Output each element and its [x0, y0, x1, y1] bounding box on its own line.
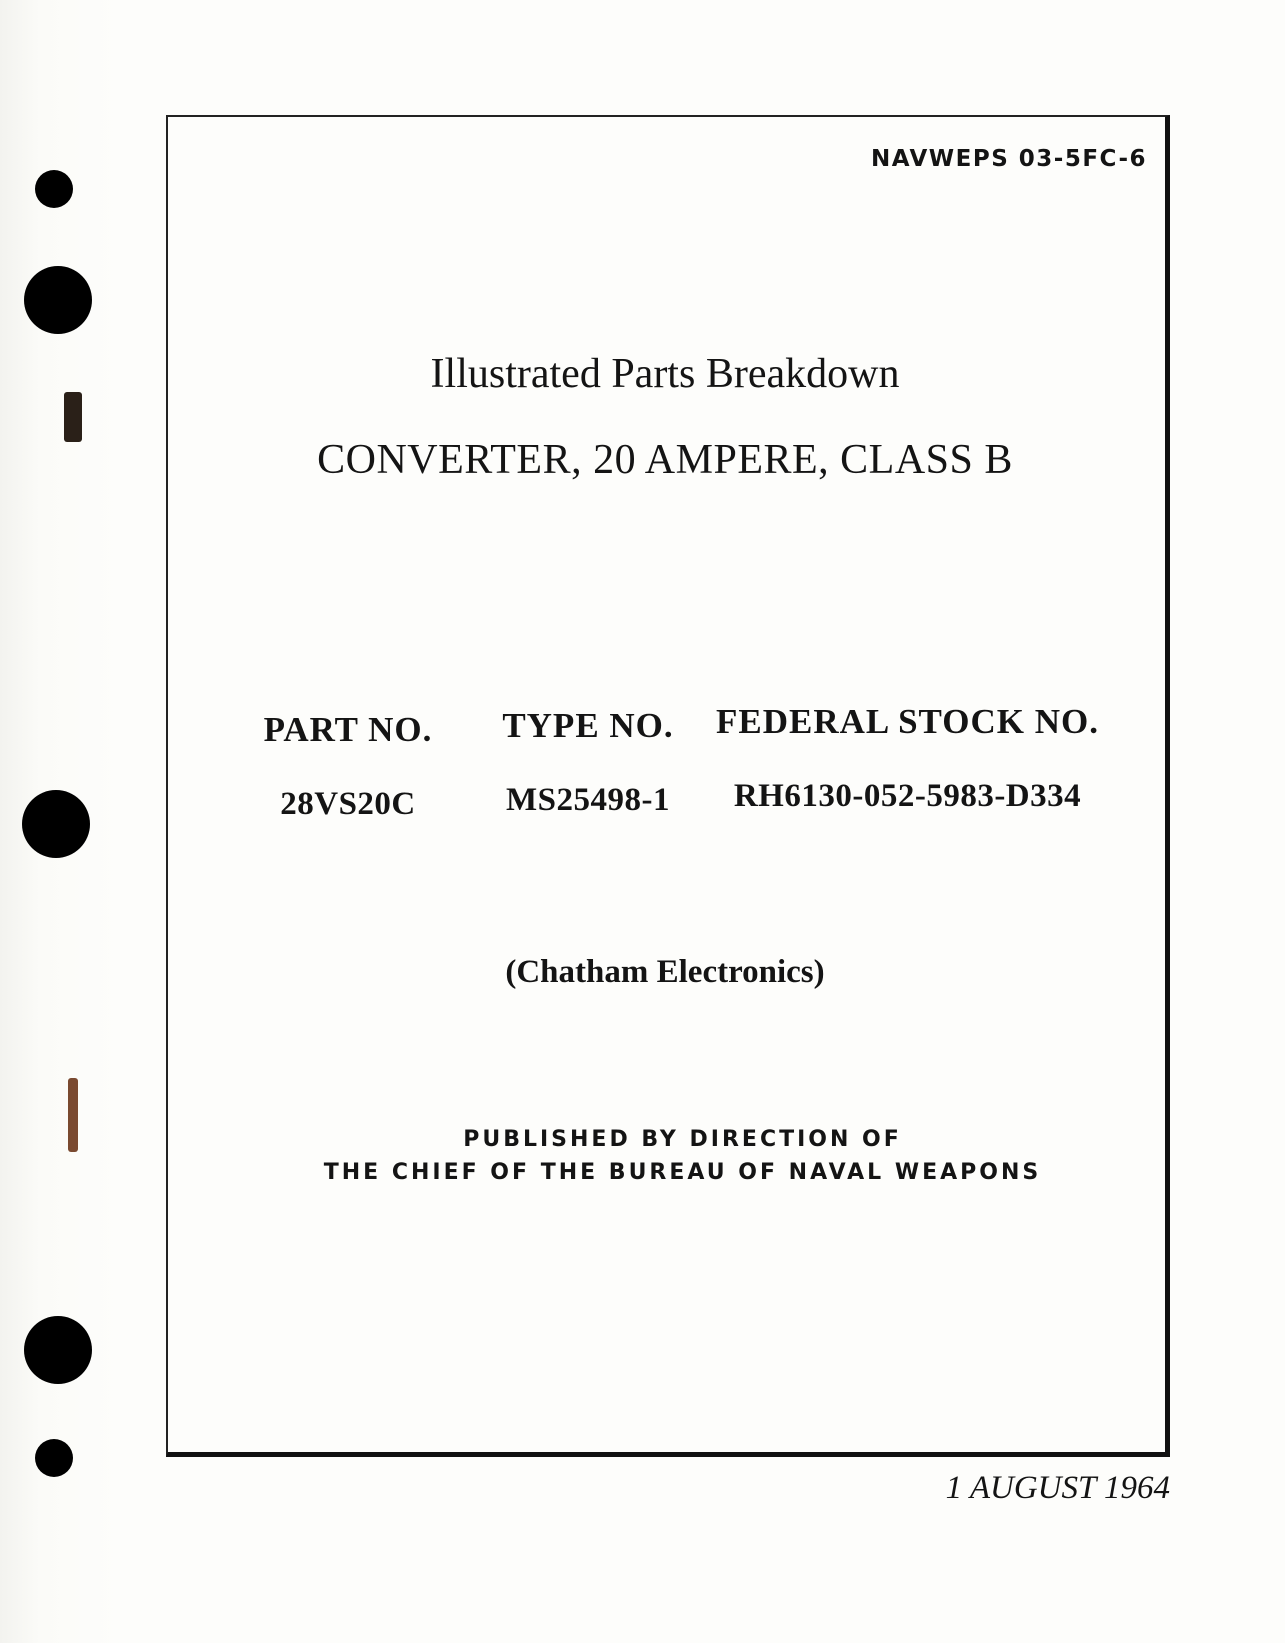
federal-stock-number-column — [705, 702, 1110, 815]
binder-hole-middle — [22, 790, 90, 858]
equipment-title: CONVERTER, 20 AMPERE, CLASS B — [317, 437, 1013, 483]
federal-stock-number-value: RH6130-052-5983-D334 — [733, 778, 1082, 814]
publisher-line-1: PUBLISHED BY DIRECTION OF — [463, 1127, 902, 1152]
binder-hole-top-small — [35, 170, 73, 208]
federal-stock-number-label: FEDERAL STOCK NO. — [716, 702, 1099, 741]
document-title: Illustrated Parts Breakdown — [430, 351, 900, 397]
part-number-label: PART NO. — [263, 710, 433, 749]
publisher-line-2: THE CHIEF OF THE BUREAU OF NAVAL WEAPONS — [323, 1160, 1042, 1185]
type-number-label: TYPE NO. — [502, 706, 674, 745]
binder-hole-bottom-small — [35, 1439, 73, 1477]
document-number: NAVWEPS 03-5FC-6 — [870, 146, 1147, 172]
binder-hole-top-large — [24, 266, 92, 334]
manufacturer-name: (Chatham Electronics) — [505, 954, 825, 990]
publication-date: 1 AUGUST 1964 — [945, 1470, 1170, 1506]
staple-mark-top — [64, 392, 82, 442]
type-number-column — [493, 706, 683, 819]
part-number-value: 28VS20C — [280, 786, 416, 822]
type-number-value: MS25498-1 — [506, 782, 670, 818]
part-number-column — [255, 710, 441, 823]
binder-hole-bottom-large — [24, 1316, 92, 1384]
